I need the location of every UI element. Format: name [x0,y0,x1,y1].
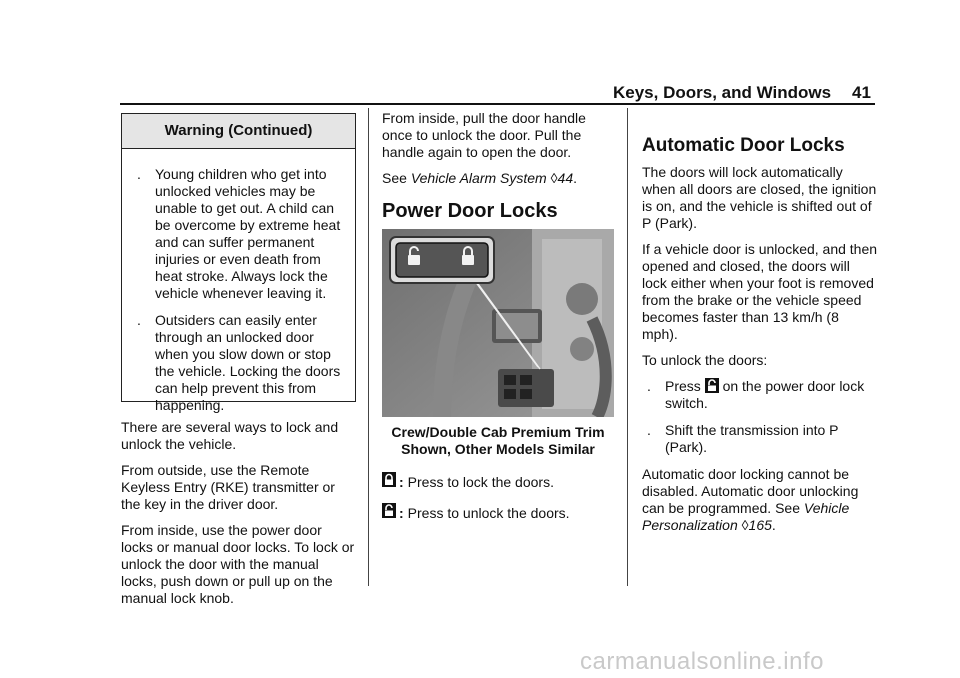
list-item-text: Shift the transmission into P (Park). [665,422,839,455]
paragraph: The doors will lock automatically when all doors are closed, the ignition is on, and the vehicle is shifted out of P (Park). [642,164,877,231]
paragraph: From outside, use the Remote Keyless Entry (RKE) transmitter or the key in the driver door. [121,462,335,512]
warning-bullet-text: Outsiders can easily enter through an unlocked door when you slow down or stop the vehicle. Locking the doors can help prevent this from happening. [155,312,341,413]
bullet-mark: . [137,312,141,328]
paragraph: There are several ways to lock and unlock the vehicle. [121,419,339,452]
reference-suffix: . [573,170,577,186]
running-header-section: Keys, Doors, and Windows [613,83,832,102]
cross-reference-link[interactable]: Vehicle Alarm System [410,170,547,186]
lock-text: Press to lock the doors. [407,474,554,490]
press-word: Press [665,378,701,394]
watermark: carmanualsonline.info [580,648,824,675]
paragraph: If a vehicle door is unlocked, and then opened and closed, the doors will lock either when your foot is removed from the brake or the vehicle speed becomes faster than 13 km/h (8 mph). [642,241,878,342]
section-heading-power-door-locks: Power Door Locks [382,200,558,222]
warning-bullet [132,312,345,414]
unlock-description [382,503,614,522]
figure-caption [382,424,614,458]
bullet-mark: . [137,166,141,182]
paragraph: To unlock the doors: [642,352,768,368]
unlock-icon [382,503,396,518]
warning-box [121,113,356,413]
paragraph: From inside, use the power door locks or manual door locks. To lock or unlock the door with the manual locks, push down or pull up on the manual lock knob. [121,522,355,606]
caption-line: Shown, Other Models Similar [401,441,595,457]
caption-line: Crew/Double Cab Premium Trim [391,424,605,440]
page-ref-arrow-icon: ◊ [741,517,749,533]
paragraph: From inside, pull the door handle once to unlock the door. Pull the handle again to open the door. [382,110,586,160]
see-reference [382,170,614,187]
column-2 [382,110,614,522]
unlock-label: : [399,505,404,521]
cross-reference-link[interactable]: Vehicle Personalization [642,500,850,533]
column-3 [642,112,878,543]
reference-page: 44 [557,170,574,186]
warning-title: Warning (Continued) [122,114,355,149]
warning-bullet [132,166,345,302]
bullet-mark: . [647,422,651,438]
reference-suffix: . [771,517,776,533]
lock-description [382,472,614,491]
header-rule [120,103,875,105]
page-ref-arrow-icon: ◊ [550,170,558,186]
bullet-mark: . [647,378,651,394]
list-item-text [665,378,878,412]
door-lock-switch-photo [382,229,614,417]
paragraph [642,466,878,534]
column-divider-1 [368,108,369,586]
column-divider-2 [627,108,628,586]
list-item [642,422,878,456]
warning-body [122,149,355,414]
page-number: 41 [852,83,871,102]
section-heading-automatic-door-locks: Automatic Door Locks [642,135,845,156]
warning-bullet-text: Young children who get into unlocked vehicles may be unable to get out. A child can be overcome by extreme heat and can suffer permanent injuries or even death from heat stroke. Always lock the vehicle whenever leaving it. [155,166,341,301]
press-suffix: on the power door lock switch. [665,378,865,411]
reference-page: 165 [748,517,772,533]
column-1-text [121,419,355,616]
unlock-icon [705,378,719,393]
lock-icon [382,472,396,487]
unlock-text: Press to unlock the doors. [407,505,570,521]
list-item [642,378,878,412]
lock-label: : [399,474,404,490]
see-prefix: See [382,170,411,186]
paragraph-text: Automatic door locking cannot be disabled. Automatic door unlocking can be programmed. See [642,466,859,516]
